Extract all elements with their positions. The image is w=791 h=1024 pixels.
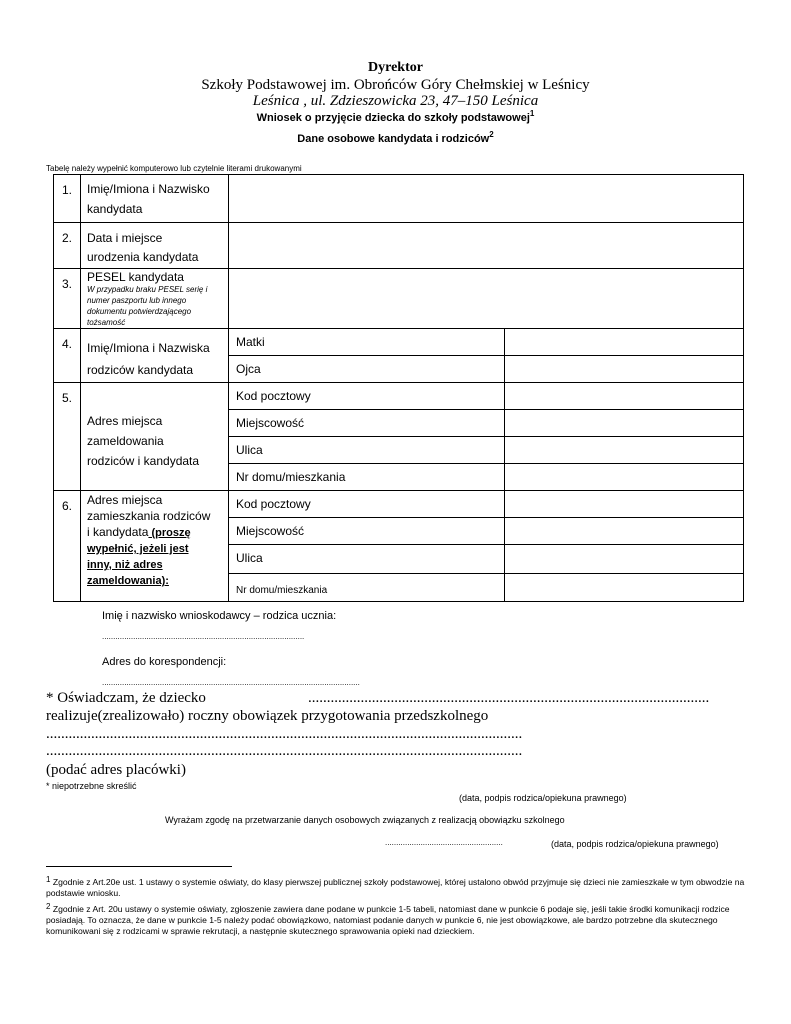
fill-instructions: Tabelę należy wypełnić komputerowo lub czytelnie literami drukowanymi <box>46 164 302 173</box>
father-field[interactable] <box>505 356 744 383</box>
footnote-mark: 1 <box>46 875 51 884</box>
label-emphasis: wypełnić, jeżeli jest <box>87 543 189 555</box>
application-title-text: Wniosek o przyjęcie dziecka do szkoły podstawowej <box>256 112 530 124</box>
row-number: 1. <box>54 175 81 223</box>
signature-caption-1: (data, podpis rodzica/opiekuna prawnego) <box>459 793 627 803</box>
candidate-name-field[interactable] <box>229 175 744 223</box>
res-postal-code-field[interactable] <box>505 491 744 518</box>
reg-postal-code-label: Kod pocztowy <box>229 383 505 410</box>
birth-date-place-field[interactable] <box>229 223 744 269</box>
label-line: Imię/Imiona i Nazwiska <box>87 341 210 355</box>
label-line: PESEL kandydata <box>87 270 184 284</box>
footnote-2 <box>46 904 746 937</box>
table-row <box>54 491 744 518</box>
label-line: Adres miejsca <box>87 493 163 507</box>
pesel-note: W przypadku braku PESEL serię i numer paszportu lub innego dokumentu potwierdzającego tożsamość <box>87 285 208 327</box>
res-street-field[interactable] <box>505 545 744 574</box>
label-line: zamieszkania rodziców <box>87 509 211 523</box>
label-line: rodziców i kandydata <box>87 454 200 468</box>
label-line: zameldowania <box>87 434 164 448</box>
recipient-title: Dyrektor <box>368 60 423 75</box>
applicant-name-label: Imię i nazwisko wnioskodawcy – rodzica ucznia: <box>102 610 337 622</box>
label-emphasis: zameldowania): <box>87 575 169 587</box>
label-line: kandydata <box>87 202 143 216</box>
footnote-ref-1: 1 <box>529 109 535 118</box>
res-house-number-label: Nr domu/mieszkania <box>229 574 505 602</box>
table-row <box>54 175 744 223</box>
res-street-label: Ulica <box>229 545 505 574</box>
pesel-label <box>81 269 229 329</box>
row-number: 5. <box>54 383 81 491</box>
reg-postal-code-field[interactable] <box>505 383 744 410</box>
res-city-field[interactable] <box>505 518 744 545</box>
row-number: 2. <box>54 223 81 269</box>
institution-line-1[interactable]: ............................................................................................................................... <box>46 726 523 742</box>
label-line: rodziców kandydata <box>87 363 194 377</box>
signature-line-2[interactable]: ..................................................... <box>385 838 503 847</box>
institution-line-2[interactable]: ............................................................................................................................... <box>46 743 523 759</box>
label-emphasis: inny, niż adres <box>87 559 163 571</box>
child-name-line[interactable]: ........................................................................................................... <box>308 690 710 706</box>
footnote-mark: 2 <box>46 902 51 911</box>
declaration-start: * Oświadczam, że dziecko <box>46 690 206 706</box>
footnote-text: Zgodnie z Art. 20u ustawy o systemie oświaty, zgłoszenie zawiera dane podane w punkcie 1-5 tabeli, natomiast dane w punkcie 6 podaje się, jeśli takie środki komunikacji rodzice posiadają. To oznacza, że dane w punkcie 1-5 należy podać obowiązkowo, natomiast podanie danych w punkcie 6, nie jest obowiązkowe, ale bardzo potrzebne dla skutecznego komunikowani się z rodzicami w sprawie rekrutacji, a następnie skutecznego sprawowania opieki nad dzieckiem. <box>46 904 730 936</box>
table-row <box>54 383 744 410</box>
candidate-name-label <box>81 175 229 223</box>
label-line <box>87 524 222 541</box>
reg-city-field[interactable] <box>505 410 744 437</box>
label-line: Data i miejsce <box>87 231 163 245</box>
footnote-text: Zgodnie z Art.20e ust. 1 ustawy o systemie oświaty, do klasy pierwszej publicznej szkoły podstawowej, której ustalono obwód przyjmuje się dzieci nie zamieszkałe w tym obwodzie na podstawie wniosku. <box>46 877 745 898</box>
table-row <box>54 223 744 269</box>
footnote-separator <box>46 866 232 867</box>
signature-caption-2: (data, podpis rodzica/opiekuna prawnego) <box>551 839 719 849</box>
row-number: 4. <box>54 329 81 383</box>
correspondence-line[interactable]: .................................................................................................................... <box>102 678 360 687</box>
school-address: Leśnica , ul. Zdzieszowicka 23, 47–150 Leśnica <box>252 93 539 109</box>
mother-field[interactable] <box>505 329 744 356</box>
reg-street-field[interactable] <box>505 437 744 464</box>
consent-text: Wyrażam zgodę na przetwarzanie danych osobowych związanych z realizacją obowiązku szkolnego <box>165 815 565 825</box>
section-title <box>0 130 791 145</box>
table-row <box>54 329 744 356</box>
table-row <box>54 269 744 329</box>
strike-note: * niepotrzebne skreślić <box>46 781 137 791</box>
footnote-ref-2: 2 <box>489 130 494 139</box>
candidate-data-table <box>53 174 744 602</box>
label-line: urodzenia kandydata <box>87 250 199 264</box>
birth-date-place-label <box>81 223 229 269</box>
label-text: i kandydata <box>87 525 149 539</box>
row-number: 6. <box>54 491 81 602</box>
reg-house-number-field[interactable] <box>505 464 744 491</box>
reg-house-number-label: Nr domu/mieszkania <box>229 464 505 491</box>
correspondence-label: Adres do korespondencji: <box>102 656 227 668</box>
application-title <box>0 109 791 124</box>
registered-address-label <box>81 383 229 491</box>
applicant-name-line[interactable]: ........................................................................................... <box>102 632 305 641</box>
institution-address-hint: (podać adres placówki) <box>46 762 186 778</box>
father-label: Ojca <box>229 356 505 383</box>
footnote-1 <box>46 877 746 899</box>
res-postal-code-label: Kod pocztowy <box>229 491 505 518</box>
label-line: Imię/Imiona i Nazwisko <box>87 182 210 196</box>
parents-names-label <box>81 329 229 383</box>
reg-city-label: Miejscowość <box>229 410 505 437</box>
label-line: Adres miejsca <box>87 414 163 428</box>
label-emphasis: (proszę <box>148 527 191 539</box>
res-city-label: Miejscowość <box>229 518 505 545</box>
reg-street-label: Ulica <box>229 437 505 464</box>
residence-address-label <box>81 491 229 602</box>
mother-label: Matki <box>229 329 505 356</box>
school-name: Szkoły Podstawowej im. Obrońców Góry Chełmskiej w Leśnicy <box>201 77 590 93</box>
declaration-text: realizuje(zrealizowało) roczny obowiązek przygotowania przedszkolnego <box>46 708 489 724</box>
section-title-text: Dane osobowe kandydata i rodziców <box>297 133 490 145</box>
res-house-number-field[interactable] <box>505 574 744 602</box>
row-number: 3. <box>54 269 81 329</box>
pesel-field[interactable] <box>229 269 744 329</box>
